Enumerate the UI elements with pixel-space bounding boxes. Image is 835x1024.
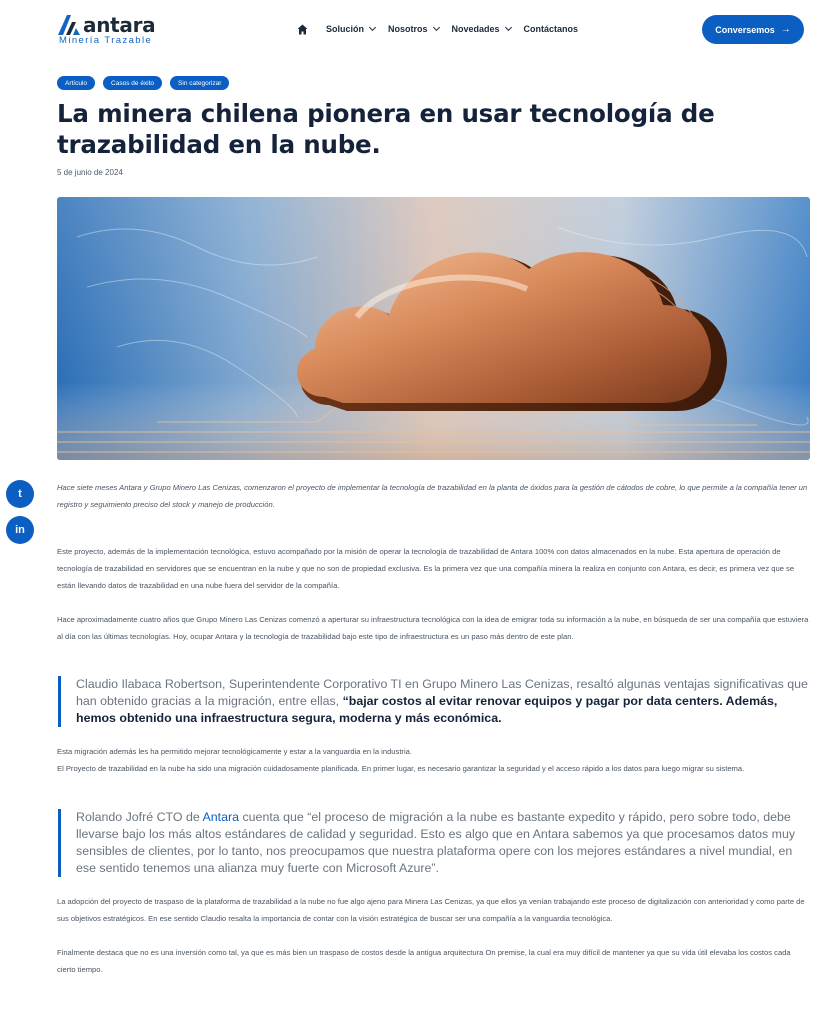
article-paragraph: Finalmente destaca que no es una inversión como tal, ya que es más bien un traspaso de costos desde la antigua arquitectura On premise, la cual era muy difícil de mantener ya que su vida útil elevaba los costos cada cierto tiempo. <box>57 948 791 974</box>
nav-item-novedades[interactable] <box>452 24 511 34</box>
quote-highlight: “bajar costos al evitar renovar equipos y pagar por data centers. Además, hemos obtenido una infraestructura segura, moderna y más económica. <box>76 694 778 725</box>
nav-label: Novedades <box>451 24 500 34</box>
antara-logo-mark-icon <box>57 14 81 36</box>
nav-item-contactanos[interactable] <box>524 24 579 34</box>
article-date: 5 de junio de 2024 <box>57 168 123 177</box>
nav-item-solucion[interactable] <box>326 24 375 34</box>
category-tags <box>57 76 229 90</box>
logo-tagline: Minería Trazable <box>59 35 153 46</box>
quote-claudio <box>58 676 810 727</box>
chevron-down-icon <box>369 24 376 31</box>
home-icon[interactable] <box>297 22 311 36</box>
twitter-icon: t <box>18 488 22 500</box>
site-header <box>0 0 835 62</box>
linkedin-share-button[interactable] <box>6 516 34 544</box>
article-paragraph: Hace aproximadamente cuatro años que Grupo Minero Las Cenizas comenzó a aperturar su infraestructura tecnológica con la idea de emigrar toda su información a la nube, en búsqueda de ser una compañía que estuviera al día con las últimas tecnologías. Hoy, ocupar Antara y la tecnología de trazabilidad bajo este tipo de infraestructura es un paso más dentro de este plan. <box>57 615 809 641</box>
chevron-down-icon <box>505 24 512 31</box>
article-title: La minera chilena pionera en usar tecnología de trazabilidad en la nube. <box>57 99 715 159</box>
quote-text: Claudio Ilabaca Robertson, Superintendente Corporativo TI en Grupo Minero Las Cenizas, resaltó algunas ventajas significativas que han obtenido gracias a la migración, entre ellas, <box>76 677 808 708</box>
twitter-share-button[interactable] <box>6 480 34 508</box>
article-paragraph: Esta migración además les ha permitido mejorar tecnológicamente y estar a la vanguardia en la industria. <box>57 747 412 756</box>
chevron-down-icon <box>432 24 439 31</box>
article-paragraph: El Proyecto de trazabilidad en la nube ha sido una migración cuidadosamente planificada. En primer lugar, es necesario garantizar la seguridad y el acceso rápido a los datos para luego migrar su sistema. <box>57 764 745 773</box>
antara-link[interactable]: Antara <box>202 810 240 824</box>
article-intro: Hace siete meses Antara y Grupo Minero Las Cenizas, comenzaron el proyecto de implementar la tecnología de trazabilidad en la planta de óxidos para la gestión de cátodos de cobre, lo que permite a la compañía tener un registro y seguimiento preciso del stock y manejo de producción. <box>57 483 808 509</box>
article-paragraph: Este proyecto, además de la implementación tecnológica, estuvo acompañado por la misión de operar la tecnología de trazabilidad de Antara 100% con datos almacenados en la nube. Esta apertura de operación de tecnología de trazabilidad en servidores que se encuentran en la nube y que no son de propiedad exclusiva. Es la primera vez que una compañía minera la realiza en conjunto con Antara, es decir, es primera vez que se están llevando datos de trazabilidad en una nube fuera del servidor de la compañía. <box>57 547 795 590</box>
quote-text: cuenta que “el proceso de migración a la nube es bastante expedito y rápido, pero sobre todo, debe llevarse bajo los más altos estándares de calidad y seguridad. Esto es algo que en Antara sabemos ya que procesamos datos muy sensibles de clientes, por lo tanto, nos preocupamos que nuestra plataforma opere con los mejores estándares a nivel mundial, en ese sentido tenemos una alianza muy fuerte con Microsoft Azure”. <box>76 810 796 875</box>
hero-image-cloud <box>57 197 810 460</box>
antara-logo[interactable] <box>57 14 167 48</box>
quote-text: Rolando Jofré CTO de <box>76 810 203 824</box>
tag-casos-de-exito[interactable]: Casos de éxito <box>103 76 162 90</box>
article-paragraph: La adopción del proyecto de traspaso de la plataforma de trazabilidad a la nube no fue algo ajeno para Minera Las Cenizas, ya que ellos ya venían trabajando este proceso de digitalización con anterioridad y como parte de sus objetivos estratégicos. En ese sentido Claudio resalta la importancia de contar con la visión estratégica de buscar ser una compañía a la vanguardia tecnológica. <box>57 897 805 923</box>
main-nav <box>297 20 591 38</box>
logo-wordmark: antara <box>83 13 156 37</box>
nav-label: Contáctanos <box>523 24 579 34</box>
arrow-right-icon: → <box>780 24 791 35</box>
nav-label: Solución <box>326 24 364 34</box>
tag-articulo[interactable]: Artículo <box>57 76 95 90</box>
cta-label: Conversemos <box>715 24 775 35</box>
quote-rolando <box>58 809 810 877</box>
linkedin-icon: in <box>15 524 25 536</box>
conversemos-button[interactable] <box>702 15 804 44</box>
tag-sin-categorizar[interactable]: Sin categorizar <box>170 76 229 90</box>
nav-label: Nosotros <box>388 24 428 34</box>
nav-item-nosotros[interactable] <box>388 24 439 34</box>
